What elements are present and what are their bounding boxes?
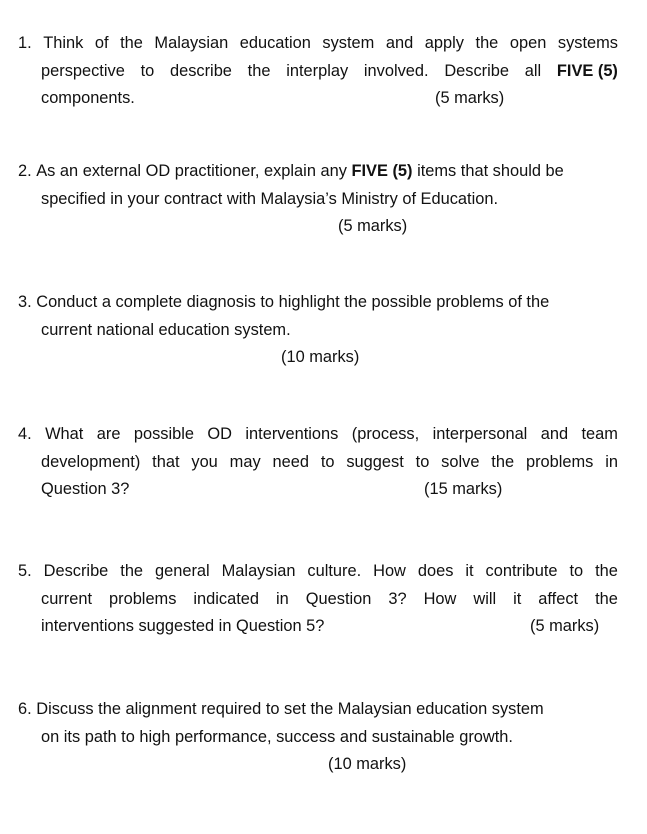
- question-3-line-2: current national education system.: [41, 320, 291, 339]
- question-number: 2.: [18, 162, 32, 180]
- question-6-line-1: 6. Discuss the alignment required to set the Malaysian education system: [18, 696, 618, 724]
- question-5-line-1: 5. Describe the general Malaysian culture. How does it contribute to the: [18, 558, 618, 586]
- question-5-line-3: interventions suggested in Question 5? (5 marks): [18, 613, 618, 641]
- question-4-line-1: 4. What are possible OD interventions (process, interpersonal and team: [18, 421, 618, 449]
- question-4-line-3: Question 3? (15 marks): [18, 476, 618, 504]
- question-4-line-2: development) that you may need to suggest to solve the problems in: [41, 452, 618, 471]
- question-number: 4.: [18, 425, 32, 443]
- question-6-line-2: on its path to high performance, success and sustainable growth.: [41, 727, 513, 746]
- question-6-line-3: [18, 751, 618, 779]
- question-6: [18, 696, 618, 779]
- emphasis: FIVE (5): [351, 162, 413, 180]
- question-5-line-2: current problems indicated in Question 3? How will it affect the: [41, 589, 618, 608]
- question-1-line-2: perspective to describe the interplay involved. Describe all FIVE (5): [41, 58, 618, 86]
- marks: (5 marks): [530, 617, 600, 635]
- question-1: [18, 30, 618, 113]
- question-number: 6.: [18, 700, 32, 718]
- marks: (5 marks): [435, 89, 505, 107]
- question-2-line-2: specified in your contract with Malaysia’s Ministry of Education.: [41, 189, 499, 208]
- question-1-line-3: components. (5 marks): [18, 85, 618, 113]
- marks: (10 marks): [328, 755, 407, 773]
- question-4: [18, 421, 618, 504]
- question-3-line-1: 3. Conduct a complete diagnosis to highlight the possible problems of the: [18, 289, 618, 317]
- question-2: [18, 158, 618, 241]
- question-number: 1.: [18, 34, 32, 52]
- question-3-line-3: [18, 344, 618, 372]
- question-2-line-1: 2. As an external OD practitioner, explain any FIVE (5) items that should be: [18, 158, 618, 186]
- question-number: 5.: [18, 562, 32, 580]
- marks: (15 marks): [424, 480, 503, 498]
- question-5: [18, 558, 618, 641]
- marks: (10 marks): [281, 348, 360, 366]
- question-1-line-1: 1. Think of the Malaysian education system and apply the open systems: [18, 30, 618, 58]
- emphasis: FIVE (5): [556, 61, 618, 80]
- marks: (5 marks): [338, 217, 408, 235]
- question-2-line-3: [18, 213, 618, 241]
- question-number: 3.: [18, 293, 32, 311]
- question-3: [18, 289, 618, 372]
